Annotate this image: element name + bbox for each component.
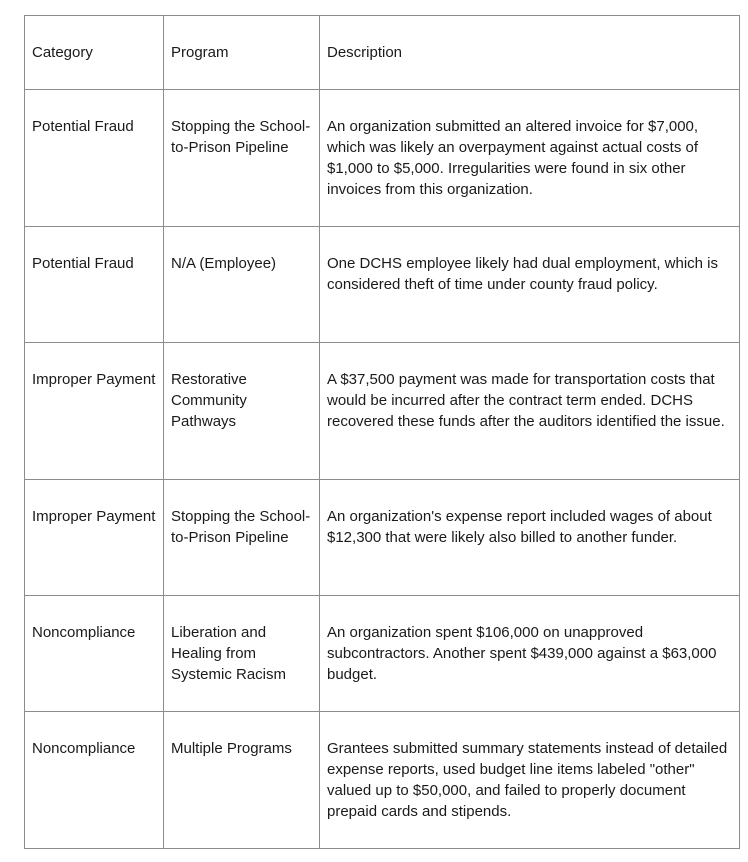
description-cell: An organization spent $106,000 on unapproved subcontractors. Another spent $439,000 against a $63,000 budget.: [320, 596, 740, 712]
header-description: Description: [320, 16, 740, 90]
findings-table: [24, 15, 740, 849]
table-row: [25, 227, 740, 343]
program-cell: Stopping the School-to-Prison Pipeline: [164, 480, 320, 596]
description-cell: One DCHS employee likely had dual employment, which is considered theft of time under county fraud policy.: [320, 227, 740, 343]
description-cell: A $37,500 payment was made for transportation costs that would be incurred after the contract term ended. DCHS recovered these funds after the auditors identified the issue.: [320, 343, 740, 480]
category-cell: Noncompliance: [25, 712, 164, 849]
header-row: [25, 16, 740, 90]
table-row: [25, 90, 740, 227]
header-category: Category: [25, 16, 164, 90]
description-cell: An organization submitted an altered invoice for $7,000, which was likely an overpayment against actual costs of $1,000 to $5,000. Irregularities were found in six other invoices from this organization.: [320, 90, 740, 227]
table-row: [25, 712, 740, 849]
category-cell: Potential Fraud: [25, 90, 164, 227]
category-cell: Noncompliance: [25, 596, 164, 712]
header-program: Program: [164, 16, 320, 90]
program-cell: Liberation and Healing from Systemic Racism: [164, 596, 320, 712]
table-row: [25, 343, 740, 480]
program-cell: Multiple Programs: [164, 712, 320, 849]
description-cell: Grantees submitted summary statements instead of detailed expense reports, used budget line items labeled "other" valued up to $50,000, and failed to properly document prepaid cards and stipends.: [320, 712, 740, 849]
category-cell: Improper Payment: [25, 343, 164, 480]
program-cell: Stopping the School-to-Prison Pipeline: [164, 90, 320, 227]
description-cell: An organization's expense report included wages of about $12,300 that were likely also billed to another funder.: [320, 480, 740, 596]
program-cell: N/A (Employee): [164, 227, 320, 343]
table-row: [25, 596, 740, 712]
program-cell: Restorative Community Pathways: [164, 343, 320, 480]
category-cell: Improper Payment: [25, 480, 164, 596]
category-cell: Potential Fraud: [25, 227, 164, 343]
table-row: [25, 480, 740, 596]
